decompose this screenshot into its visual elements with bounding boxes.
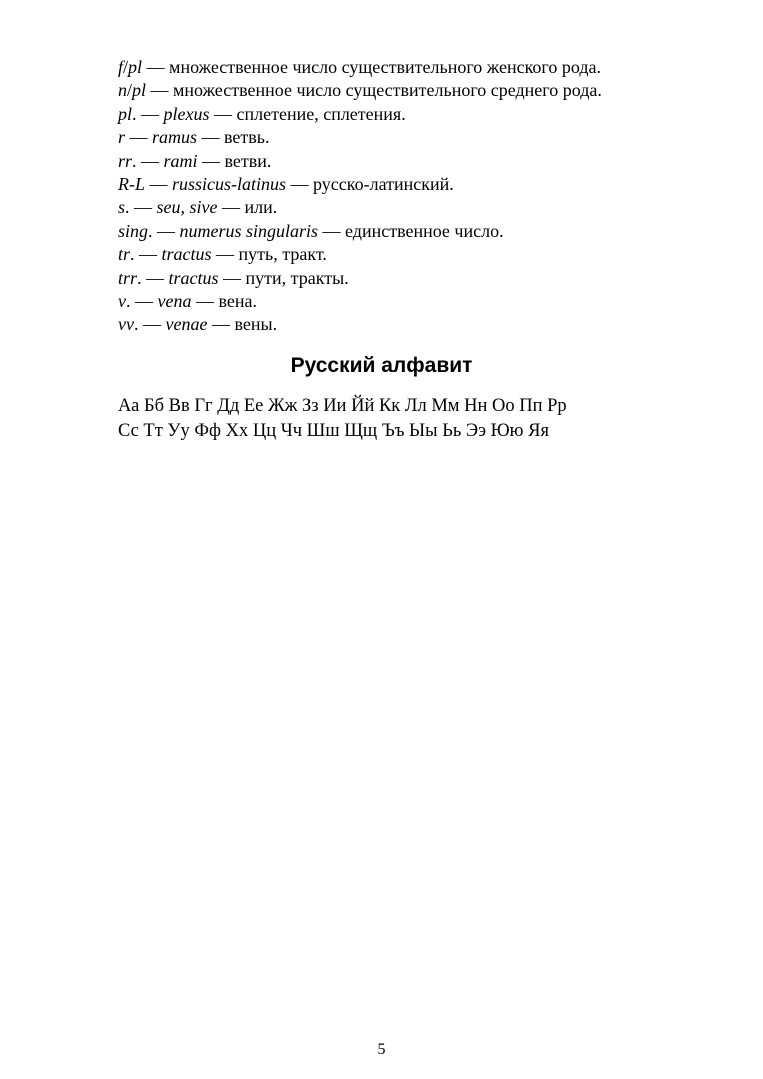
abbreviation-latin: plexus (163, 103, 210, 124)
abbreviation-meaning: — единственное число. (318, 220, 504, 241)
abbreviation-term: s (118, 197, 126, 218)
abbreviation-latin: russicus-latinus (172, 174, 287, 195)
abbreviation-latin: vena (157, 291, 192, 312)
abbreviation-separator: . — (148, 220, 180, 241)
abbreviation-term: n (118, 80, 127, 101)
section-title: Русский алфавит (290, 354, 473, 377)
abbreviation-separator: / (123, 57, 129, 77)
abbreviation-separator: . — (137, 267, 169, 288)
abbreviation-separator: . — (133, 314, 166, 335)
abbreviation-entry-pl (118, 103, 718, 126)
abbreviation-latin: ramus (152, 127, 198, 148)
abbreviation-entry-vv (118, 313, 718, 336)
abbreviation-term-tail: pl (128, 57, 143, 77)
abbreviation-latin: seu, sive (156, 197, 218, 218)
abbreviation-entry-s (118, 196, 718, 219)
abbreviation-separator: — (125, 127, 153, 148)
abbreviation-term: rr (118, 150, 133, 171)
abbreviation-meaning: — сплетение, сплетения. (209, 103, 406, 124)
abbreviation-latin: numerus singularis (179, 220, 319, 241)
abbreviation-term: R-L (118, 174, 145, 195)
abbreviation-term: trr (118, 267, 138, 288)
abbreviation-entry-v (118, 290, 718, 313)
abbreviation-term: sing (118, 220, 149, 241)
abbreviation-meaning: — ветви. (197, 150, 272, 171)
abbreviation-term-tail: pl (132, 80, 147, 101)
abbreviation-separator: — (145, 174, 172, 195)
abbreviation-meaning: — пути, тракты. (218, 267, 349, 288)
abbreviation-list (118, 56, 718, 337)
abbreviation-latin: rami (163, 150, 198, 171)
abbreviation-meaning: — путь, тракт. (211, 244, 327, 265)
abbreviation-meaning: — русско-латинский. (286, 174, 454, 195)
abbreviation-entry-r (118, 126, 718, 149)
abbreviation-entry-rr (118, 150, 718, 173)
abbreviation-term: f (118, 57, 124, 77)
abbreviation-term: tr (118, 244, 131, 265)
abbreviation-meaning: — ветвь. (197, 127, 270, 148)
abbreviation-term: vv (118, 314, 134, 335)
russian-alphabet (118, 394, 718, 444)
abbreviation-separator: . — (125, 197, 157, 218)
abbreviation-entry-r-l (118, 173, 718, 196)
abbreviation-meaning: — вены. (207, 314, 278, 335)
alphabet-line: Сс Тт Уу Фф Хх Цц Чч Шш Щщ Ъъ Ыы Ьь Ээ Юю Яя (118, 421, 549, 441)
page-number: 5 (377, 1041, 386, 1058)
abbreviation-separator: / (127, 80, 133, 101)
abbreviation-meaning: — или. (217, 197, 278, 218)
abbreviation-meaning: — вена. (191, 291, 257, 312)
abbreviation-meaning: — множественное число существительного среднего рода. (146, 80, 602, 101)
abbreviation-separator: . — (126, 291, 158, 312)
abbreviation-entry-f-pl (118, 56, 718, 79)
abbreviation-latin: tractus (161, 244, 212, 265)
abbreviation-meaning: — множественное число существительного женского рода. (142, 57, 601, 77)
abbreviation-latin: tractus (168, 267, 219, 288)
abbreviation-separator: . — (130, 244, 162, 265)
abbreviation-term: pl (118, 103, 133, 124)
abbreviation-entry-sing (118, 220, 718, 243)
abbreviation-entry-tr (118, 243, 718, 266)
abbreviation-latin: venae (165, 314, 208, 335)
abbreviation-entry-n-pl (118, 79, 718, 102)
abbreviation-term: r (118, 127, 126, 148)
abbreviation-separator: . — (132, 150, 164, 171)
abbreviation-separator: . — (132, 103, 164, 124)
abbreviation-entry-trr (118, 267, 718, 290)
alphabet-line: Аа Бб Вв Гг Дд Ее Жж Зз Ии Йй Кк Лл Мм Нн Оо Пп Рр (118, 396, 567, 416)
abbreviation-term: v (118, 291, 126, 312)
